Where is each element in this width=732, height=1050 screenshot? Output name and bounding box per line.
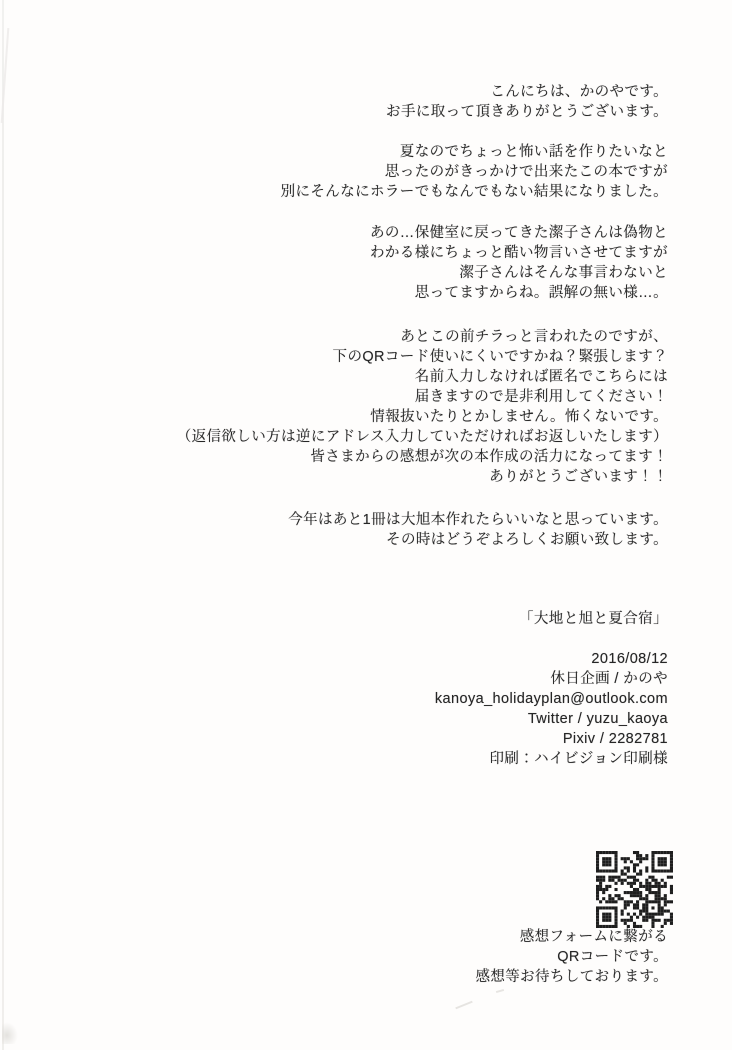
text-line: あとこの前チラっと言われたのですが、 bbox=[400, 329, 668, 345]
text-line: 感想フォームに繋がる bbox=[519, 929, 668, 945]
text-line: 潔子さんはそんな事言わないと bbox=[459, 265, 668, 281]
text-line: 情報抜いたりとかしません。怖くないです。 bbox=[370, 409, 668, 425]
text-line: 思ってますからね。誤解の無い様…。 bbox=[414, 285, 668, 301]
text-line: QRコードです。 bbox=[557, 949, 668, 965]
book-title: 「大地と旭と夏合宿」 bbox=[519, 611, 668, 627]
text-line: あの…保健室に戻ってきた潔子さんは偽物と bbox=[370, 225, 668, 241]
colophon bbox=[20, 649, 668, 769]
text-line: （返信欲しい方は逆にアドレス入力していただければお返しいたします） bbox=[176, 429, 668, 445]
summer-story-paragraph bbox=[20, 142, 668, 202]
character-note-paragraph bbox=[20, 223, 668, 303]
text-line: 感想等お待ちしております。 bbox=[475, 969, 668, 985]
text-line: わかる様にちょっと酷い物言いさせてますが bbox=[370, 245, 668, 261]
pixiv-id: Pixiv / 2282781 bbox=[562, 731, 668, 747]
circle-name: 休日企画 / かのや bbox=[550, 671, 668, 687]
qr-form-paragraph bbox=[20, 327, 668, 487]
contact-email: kanoya_holidayplan@outlook.com bbox=[434, 691, 668, 707]
printer-credit: 印刷：ハイビジョン印刷様 bbox=[489, 751, 668, 767]
text-line: 届きますので是非利用してください！ bbox=[414, 389, 668, 405]
twitter-handle: Twitter / yuzu_kaoya bbox=[527, 711, 668, 727]
text-line: 下のQRコード使いにくいですかね？緊張します？ bbox=[332, 349, 668, 365]
text-line: 今年はあと1冊は大旭本作れたらいいなと思っています。 bbox=[288, 512, 668, 528]
text-line: 別にそんなにホラーでもなんでもない結果になりました。 bbox=[280, 184, 668, 200]
publish-date: 2016/08/12 bbox=[591, 651, 668, 667]
text-line: ありがとうございます！！ bbox=[489, 469, 668, 485]
text-line: 夏なのでちょっと怖い話を作りたいなと bbox=[399, 144, 668, 160]
text-line: 皆さまからの感想が次の本作成の活力になってます！ bbox=[310, 449, 668, 465]
text-line: こんにちは、かのやです。 bbox=[490, 84, 668, 100]
text-line: 名前入力しなければ匿名でこちらには bbox=[414, 369, 668, 385]
text-line: お手に取って頂きありがとうございます。 bbox=[386, 104, 668, 120]
next-book-paragraph bbox=[20, 510, 668, 550]
text-line: その時はどうぞよろしくお願い致します。 bbox=[386, 532, 668, 548]
qr-caption bbox=[20, 927, 668, 987]
greeting-paragraph bbox=[20, 82, 668, 122]
qr-code bbox=[596, 851, 673, 928]
text-line: 思ったのがきっかけで出来たこの本ですが bbox=[384, 164, 668, 180]
qr-code-icon bbox=[596, 851, 673, 928]
